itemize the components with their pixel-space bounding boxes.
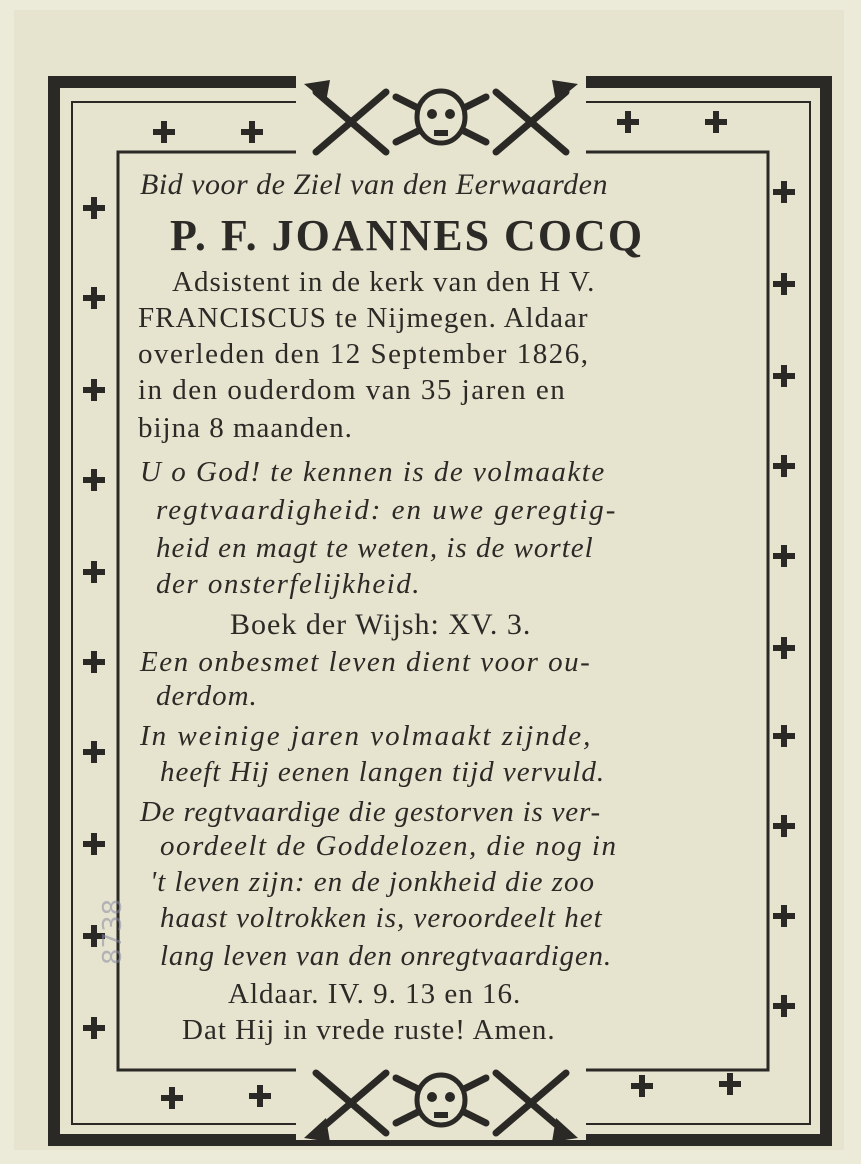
archive-stamp: 8738 bbox=[98, 898, 128, 965]
quote3-line-4: oordeelt de Goddelozen, die nog in bbox=[160, 830, 618, 862]
reference-2: Aldaar. IV. 9. 13 en 16. bbox=[228, 978, 522, 1010]
bio-line-5: bijna 8 maanden. bbox=[138, 412, 353, 444]
bio-line-4: in den ouderdom van 35 jaren en bbox=[138, 374, 567, 406]
quote1-line-2: regtvaardigheid: en uwe geregtig- bbox=[156, 494, 618, 526]
bio-line-1: Adsistent in de kerk van den H V. bbox=[172, 266, 596, 298]
quote3-line-5: 't leven zijn: en de jonkheid die zoo bbox=[150, 866, 596, 898]
quote2-line-2: derdom. bbox=[156, 680, 258, 712]
quote3-line-3: De regtvaardige die gestorven is ver- bbox=[140, 796, 601, 828]
heading: Bid voor de Ziel van den Eerwaarden bbox=[140, 168, 608, 201]
quote3-line-1: In weinige jaren volmaakt zijnde, bbox=[140, 720, 593, 752]
person-name: P. F. JOANNES COCQ bbox=[170, 211, 645, 260]
quote3-line-7: lang leven van den onregtvaardigen. bbox=[160, 940, 612, 972]
quote2-line-1: Een onbesmet leven dient voor ou- bbox=[140, 646, 592, 678]
quote1-line-1: U o God! te kennen is de volmaakte bbox=[140, 456, 606, 488]
quote3-line-6: haast voltrokken is, veroordeelt het bbox=[160, 902, 603, 934]
closing: Dat Hij in vrede ruste! Amen. bbox=[182, 1014, 556, 1046]
bio-line-2: FRANCISCUS te Nijmegen. Aldaar bbox=[138, 302, 589, 334]
quote3-line-2: heeft Hij eenen langen tijd vervuld. bbox=[160, 756, 606, 788]
quote1-line-4: der onsterfelijkheid. bbox=[156, 568, 422, 600]
reference-1: Boek der Wijsh: XV. 3. bbox=[230, 608, 532, 641]
bio-line-3: overleden den 12 September 1826, bbox=[138, 338, 590, 370]
quote1-line-3: heid en magt te weten, is de wortel bbox=[156, 532, 594, 564]
